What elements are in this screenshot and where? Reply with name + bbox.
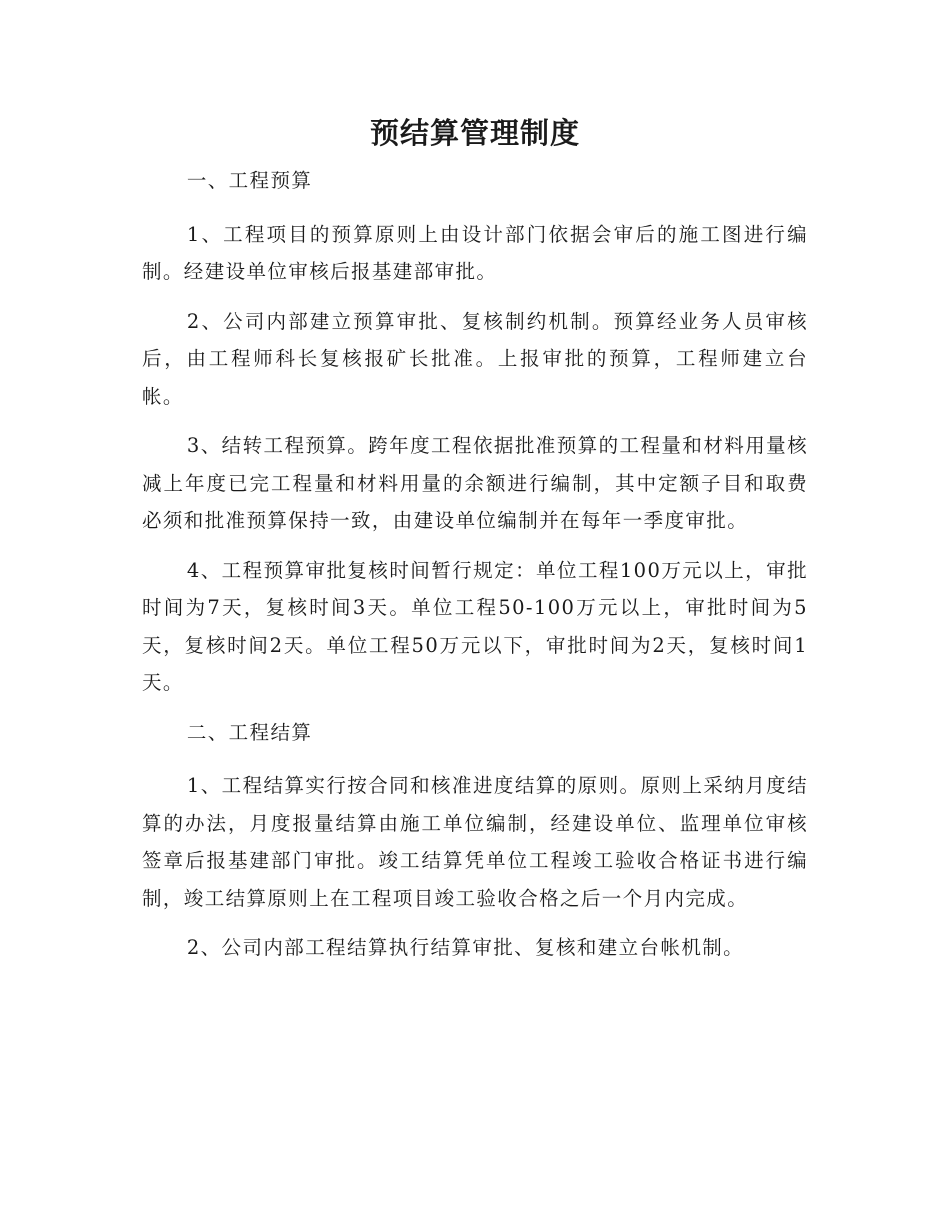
paragraph-budget-4: 4、工程预算审批复核时间暂行规定：单位工程100万元以上，审批时间为7天，复核时间3天。单位工程50-100万元以上，审批时间为5天，复核时间2天。单位工程50万元以下，审批时间为2天，复核时间1天。 — [142, 558, 808, 694]
paragraph-budget-3: 3、结转工程预算。跨年度工程依据批准预算的工程量和材料用量核减上年度已完工程量和材料用量的余额进行编制，其中定额子目和取费必须和批准预算保持一致，由建设单位编制并在每年一季度审批。 — [142, 434, 808, 532]
section-settlement — [142, 714, 808, 967]
paragraph-budget-1: 1、工程项目的预算原则上由设计部门依据会审后的施工图进行编制。经建设单位审核后报基建部审批。 — [142, 222, 808, 283]
paragraph-settlement-1: 1、工程结算实行按合同和核准进度结算的原则。原则上采纳月度结算的办法，月度报量结算由施工单位编制，经建设单位、监理单位审核签章后报基建部门审批。竣工结算凭单位工程竣工验收合格证书进行编制，竣工结算原则上在工程项目竣工验收合格之后一个月内完成。 — [142, 774, 808, 910]
section-budget — [142, 162, 808, 702]
paragraph-settlement-2: 2、公司内部工程结算执行结算审批、复核和建立台帐机制。 — [186, 936, 745, 959]
document-title: 预结算管理制度 — [369, 116, 580, 150]
paragraph-budget-2: 2、公司内部建立预算审批、复核制约机制。预算经业务人员审核后，由工程师科长复核报矿长批准。上报审批的预算，工程师建立台帐。 — [142, 309, 808, 408]
section-heading-budget: 一、工程预算 — [186, 169, 313, 192]
document-page — [142, 108, 808, 979]
section-heading-settlement: 二、工程结算 — [186, 720, 313, 744]
